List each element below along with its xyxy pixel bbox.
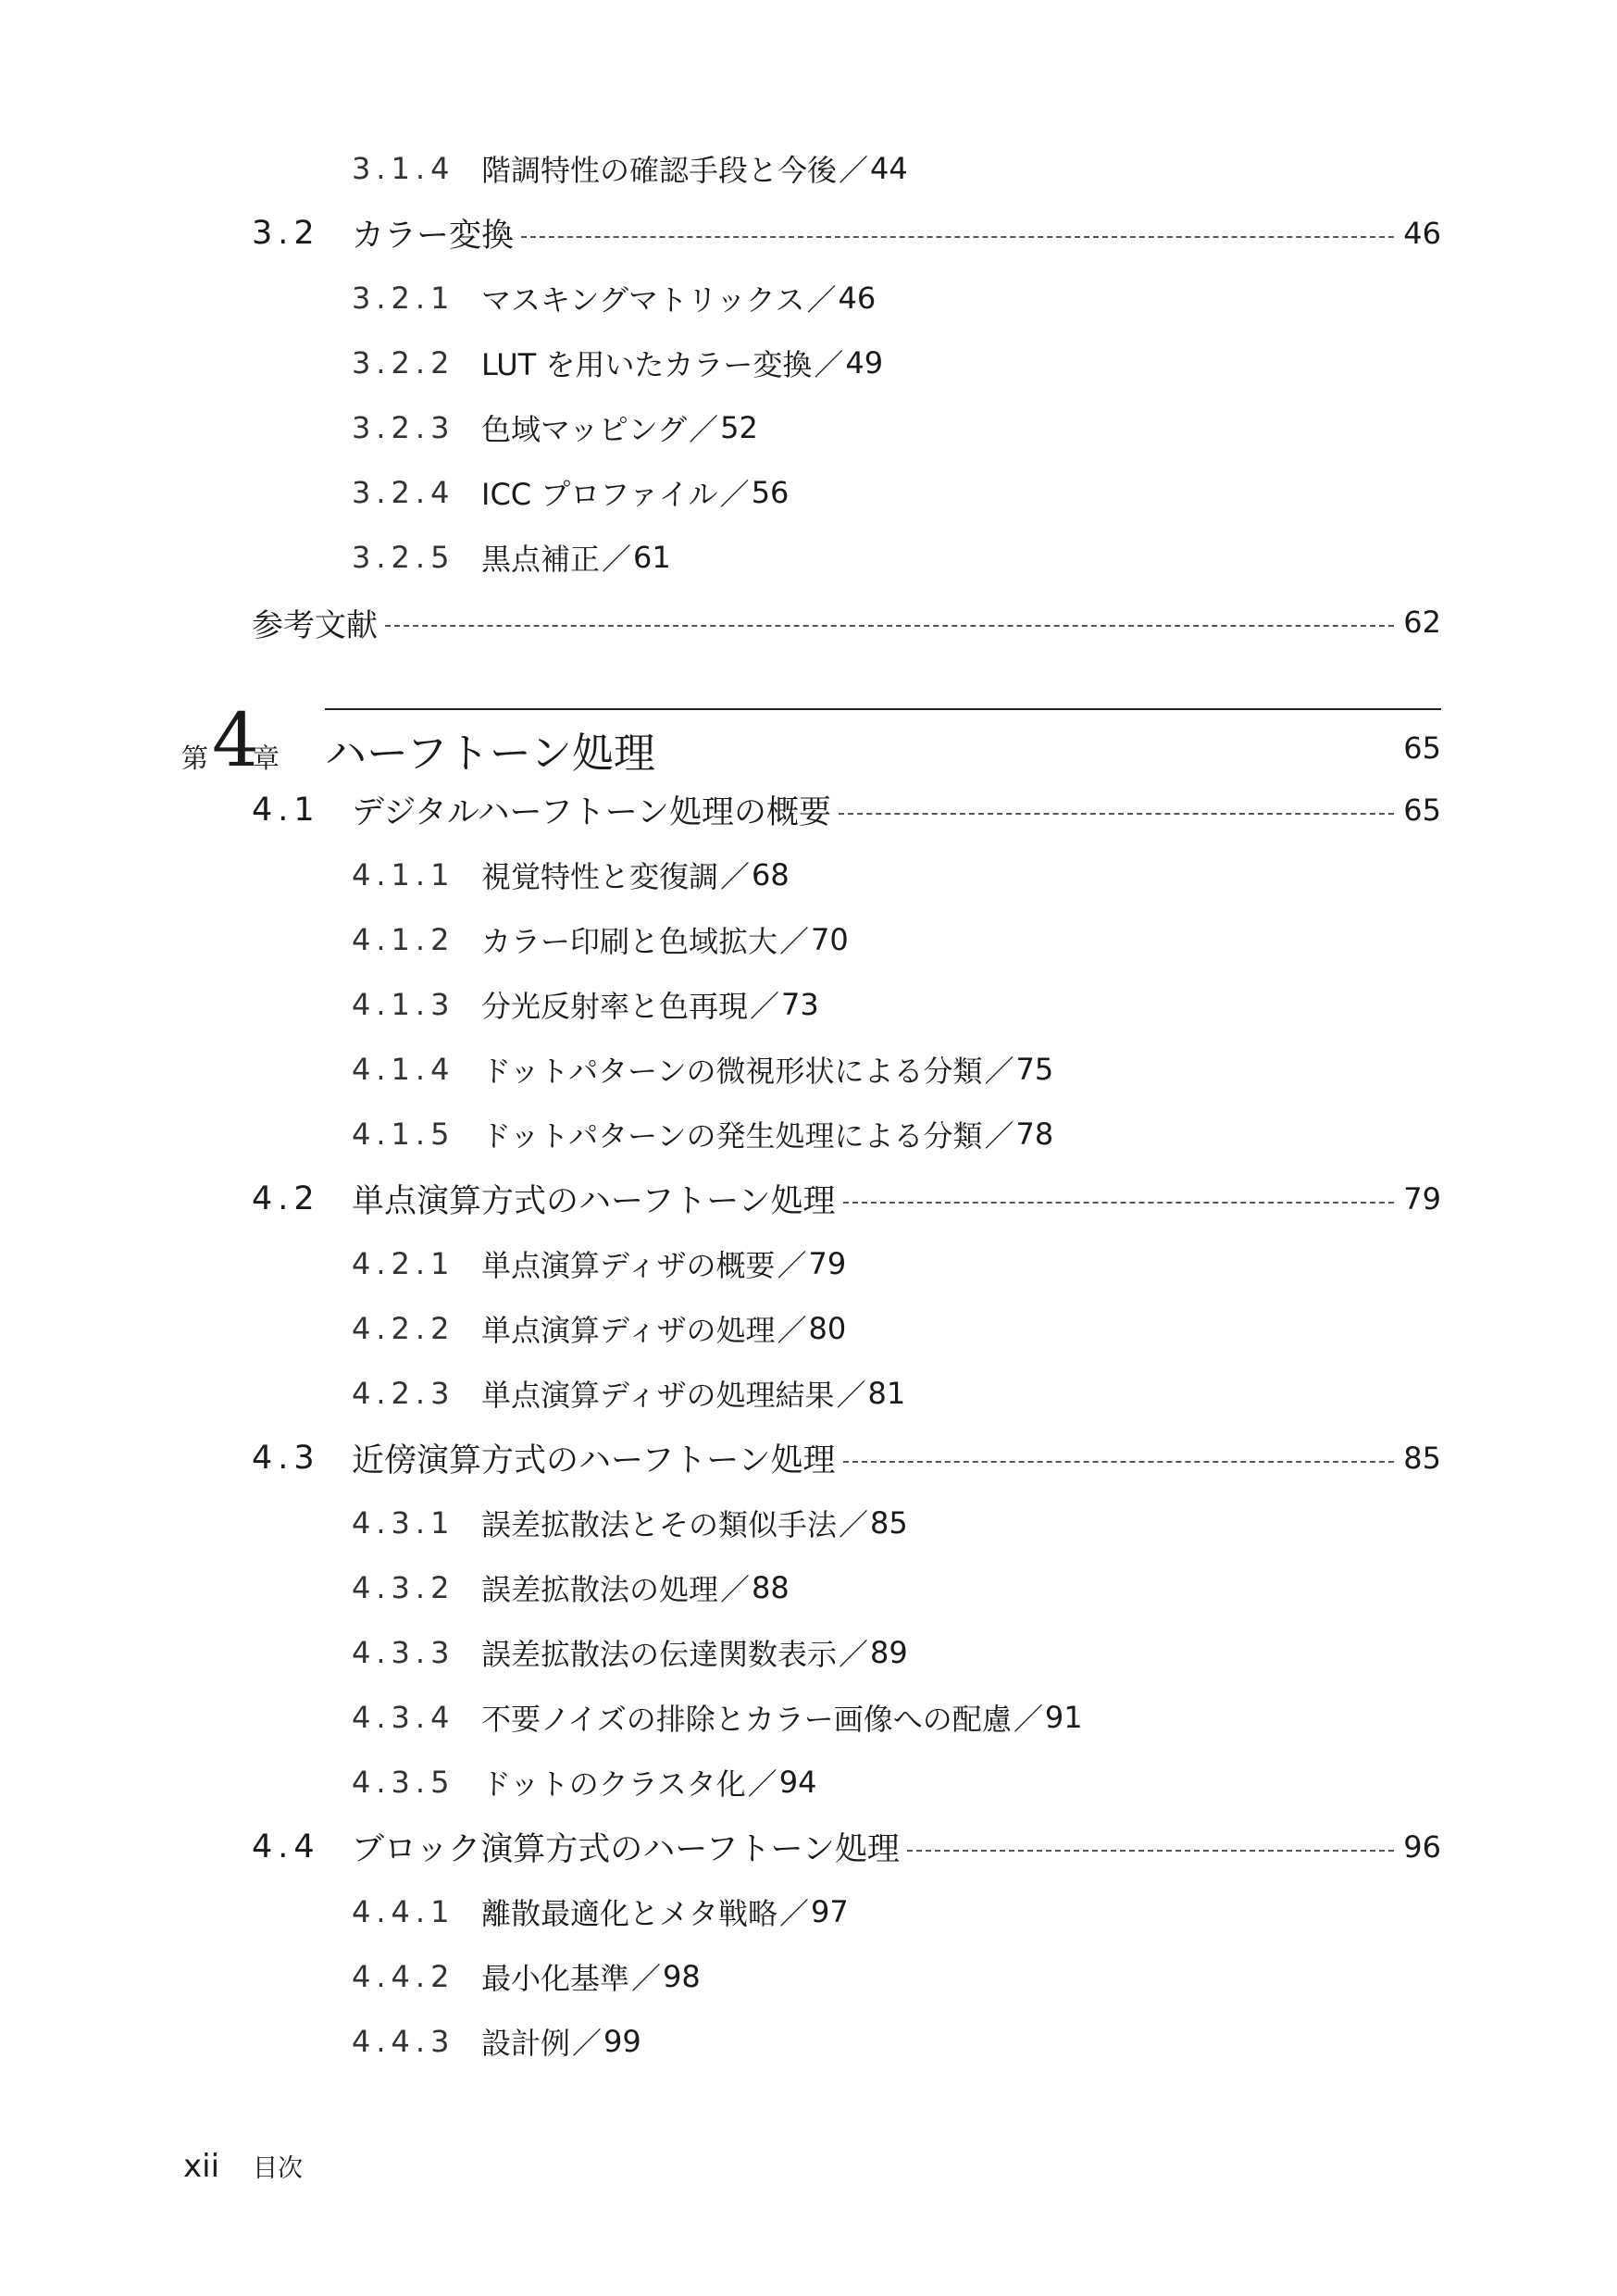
subsection-title: カラー印刷と色域拡大 — [481, 924, 778, 959]
page-separator: ／ — [750, 989, 780, 1024]
page-separator: ／ — [839, 1507, 869, 1542]
page-number: 65 — [1403, 792, 1441, 828]
section-title: カラー変換 — [352, 218, 515, 255]
dotted-leader — [843, 1461, 1395, 1463]
chapter-header[interactable] — [181, 699, 1441, 782]
toc-subsection-4-3-5[interactable] — [352, 1754, 1247, 1810]
chapter-prefix: 第 — [181, 742, 209, 774]
toc-section-4-1[interactable] — [252, 782, 1441, 838]
page-separator: ／ — [631, 1961, 662, 1996]
subsection-number: 3.2.1 — [352, 281, 455, 316]
subsection-title: 設計例 — [481, 2026, 571, 2061]
subsection-number: 4.1.1 — [352, 857, 455, 892]
subsection-title: 階調特性の確認手段と今後 — [481, 153, 838, 188]
dotted-leader — [843, 1202, 1395, 1204]
page-number: 97 — [811, 1894, 849, 1929]
page-number: 91 — [1044, 1700, 1083, 1735]
toc-subsection-4-3-1[interactable] — [352, 1495, 1247, 1551]
toc-subsection-4-2-1[interactable] — [352, 1236, 1247, 1292]
page-separator: ／ — [984, 1118, 1014, 1154]
page-separator: ／ — [747, 1766, 777, 1802]
page-separator: ／ — [777, 1248, 807, 1283]
page-number: 46 — [1403, 216, 1441, 251]
subsection-title: ICC プロファイル — [481, 477, 718, 512]
toc-subsection-4-3-3[interactable] — [352, 1625, 1247, 1680]
subsection-title: ドットパターンの発生処理による分類 — [481, 1118, 983, 1154]
toc-subsection-4-4-2[interactable] — [352, 1949, 1247, 2004]
subsection-title: ドットのクラスタ化 — [481, 1766, 746, 1802]
page-number: 75 — [1015, 1052, 1054, 1087]
toc-subsection-4-4-1[interactable] — [352, 1884, 1247, 1940]
toc-subsection-4-4-3[interactable] — [352, 2014, 1247, 2069]
page-separator: ／ — [839, 1637, 869, 1672]
dotted-leader — [907, 1850, 1394, 1852]
page-separator: ／ — [572, 2026, 603, 2061]
dotted-leader — [385, 625, 1394, 627]
subsection-number: 4.4.2 — [352, 1959, 455, 1994]
page-separator: ／ — [779, 1896, 810, 1931]
subsection-number: 3.2.3 — [352, 410, 455, 445]
toc-subsection-3-1-4[interactable] — [352, 141, 1247, 196]
footer-section-label: 目次 — [253, 2154, 304, 2183]
section-number: 4.2 — [252, 1180, 320, 1217]
toc-subsection-4-1-3[interactable] — [352, 977, 1247, 1032]
page-separator: ／ — [720, 1572, 751, 1607]
subsection-number: 3.1.4 — [352, 151, 455, 186]
page-number: 81 — [867, 1376, 906, 1411]
toc-subsection-3-2-5[interactable] — [352, 530, 1247, 585]
subsection-number: 4.1.5 — [352, 1117, 455, 1152]
page-separator: ／ — [1013, 1702, 1043, 1737]
chapter-page-number: 65 — [1403, 730, 1441, 766]
subsection-title: 誤差拡散法とその類似手法 — [481, 1507, 838, 1542]
toc-subsection-4-1-2[interactable] — [352, 912, 1247, 967]
page-number: 99 — [603, 2024, 641, 2059]
page-separator: ／ — [836, 1378, 866, 1413]
toc-subsection-4-3-2[interactable] — [352, 1560, 1247, 1616]
subsection-number: 3.2.5 — [352, 540, 455, 575]
toc-subsection-4-1-4[interactable] — [352, 1042, 1247, 1097]
subsection-number: 4.4.1 — [352, 1894, 455, 1929]
page-number: 96 — [1403, 1829, 1441, 1865]
page-number: 78 — [1015, 1117, 1054, 1152]
toc-section-3-2[interactable] — [252, 206, 1441, 261]
subsection-title: 誤差拡散法の伝達関数表示 — [481, 1637, 838, 1672]
subsection-title: マスキングマトリックス — [481, 282, 805, 318]
toc-subsection-4-1-5[interactable] — [352, 1106, 1247, 1162]
page-number: 70 — [811, 922, 849, 957]
subsection-title: LUT を用いたカラー変換 — [481, 347, 813, 382]
subsection-title: 最小化基準 — [481, 1961, 630, 1996]
subsection-number: 4.3.3 — [352, 1635, 455, 1670]
page-number: 79 — [808, 1246, 847, 1281]
subsection-number: 4.2.3 — [352, 1376, 455, 1411]
section-title: 単点演算方式のハーフトーン処理 — [352, 1183, 836, 1220]
section-number: 4.1 — [252, 792, 320, 829]
toc-subsection-3-2-2[interactable] — [352, 335, 1247, 391]
subsection-title: 誤差拡散法の処理 — [481, 1572, 719, 1607]
dotted-leader — [839, 813, 1394, 815]
page-number: 46 — [838, 281, 877, 316]
subsection-title: 単点演算ディザの概要 — [481, 1248, 776, 1283]
subsection-title: 単点演算ディザの処理結果 — [481, 1378, 835, 1413]
chapter-title: ハーフトーン処理 — [325, 729, 655, 778]
page-separator: ／ — [806, 282, 837, 318]
subsection-number: 3.2.2 — [352, 345, 455, 381]
page-number: 52 — [720, 410, 758, 445]
page-number: 56 — [751, 475, 790, 510]
page-number: 61 — [633, 540, 671, 575]
page-number: 88 — [752, 1570, 790, 1605]
dotted-leader — [521, 236, 1394, 238]
subsection-title: 分光反射率と色再現 — [481, 989, 749, 1024]
page-footer — [183, 2148, 303, 2185]
page-separator: ／ — [984, 1054, 1014, 1089]
page-separator: ／ — [719, 477, 750, 512]
section-title: 近傍演算方式のハーフトーン処理 — [352, 1442, 836, 1479]
subsection-number: 4.4.3 — [352, 2024, 455, 2059]
section-number: 3.2 — [252, 215, 320, 252]
page-number: 44 — [870, 151, 908, 186]
toc-subsection-4-1-1[interactable] — [352, 847, 1247, 903]
footer-page-number: xii — [183, 2148, 220, 2185]
subsection-number: 4.1.3 — [352, 987, 455, 1022]
subsection-number: 4.1.2 — [352, 922, 455, 957]
toc-subsection-3-2-1[interactable] — [352, 270, 1247, 326]
section-number: 4.3 — [252, 1440, 320, 1477]
toc-references[interactable] — [252, 594, 1441, 650]
page-number: 49 — [845, 345, 884, 381]
section-number: 4.4 — [252, 1828, 320, 1866]
page-number: 73 — [781, 987, 819, 1022]
subsection-title: 視覚特性と変復調 — [481, 859, 719, 894]
page-separator: ／ — [839, 153, 869, 188]
subsection-number: 4.2.2 — [352, 1311, 455, 1346]
toc-subsection-3-2-4[interactable] — [352, 465, 1247, 520]
subsection-number: 4.3.1 — [352, 1505, 455, 1541]
toc-subsection-4-2-2[interactable] — [352, 1301, 1247, 1356]
page-separator: ／ — [720, 859, 751, 894]
page-number: 68 — [752, 857, 790, 892]
page-separator: ／ — [689, 412, 719, 447]
page-number: 98 — [663, 1959, 701, 1994]
subsection-number: 4.3.4 — [352, 1700, 455, 1735]
page-separator: ／ — [814, 347, 844, 382]
toc-subsection-3-2-3[interactable] — [352, 400, 1247, 455]
page-number: 85 — [1403, 1441, 1441, 1476]
subsection-title: 黒点補正 — [481, 542, 601, 577]
toc-subsection-4-3-4[interactable] — [352, 1690, 1247, 1745]
page-separator: ／ — [602, 542, 632, 577]
page-number: 89 — [870, 1635, 908, 1670]
page-number: 62 — [1403, 605, 1441, 640]
section-title: デジタルハーフトーン処理の概要 — [352, 794, 832, 831]
subsection-number: 4.3.5 — [352, 1765, 455, 1800]
chapter-rule — [325, 708, 1441, 710]
page-separator: ／ — [777, 1313, 807, 1348]
subsection-number: 3.2.4 — [352, 475, 455, 510]
page-number: 94 — [778, 1765, 817, 1800]
toc-section-4-2[interactable] — [252, 1171, 1441, 1227]
page-number: 79 — [1403, 1181, 1441, 1217]
page-number: 85 — [870, 1505, 908, 1541]
subsection-title: 色域マッピング — [481, 412, 688, 447]
subsection-title: ドットパターンの微視形状による分類 — [481, 1054, 983, 1089]
section-title: ブロック演算方式のハーフトーン処理 — [352, 1831, 900, 1868]
subsection-number: 4.2.1 — [352, 1246, 455, 1281]
page-separator: ／ — [779, 924, 810, 959]
toc-section-4-4[interactable] — [252, 1819, 1441, 1875]
chapter-suffix: 章 — [253, 742, 280, 774]
chapter-number: 4 — [212, 697, 259, 783]
subsection-title: 不要ノイズの排除とカラー画像への配慮 — [481, 1702, 1012, 1737]
subsection-number: 4.1.4 — [352, 1052, 455, 1087]
subsection-title: 離散最適化とメタ戦略 — [481, 1896, 778, 1931]
toc-subsection-4-2-3[interactable] — [352, 1366, 1247, 1421]
toc-section-4-3[interactable] — [252, 1430, 1441, 1486]
page-number: 80 — [808, 1311, 847, 1346]
subsection-title: 単点演算ディザの処理 — [481, 1313, 776, 1348]
subsection-number: 4.3.2 — [352, 1570, 455, 1605]
references-title: 参考文献 — [252, 606, 378, 644]
